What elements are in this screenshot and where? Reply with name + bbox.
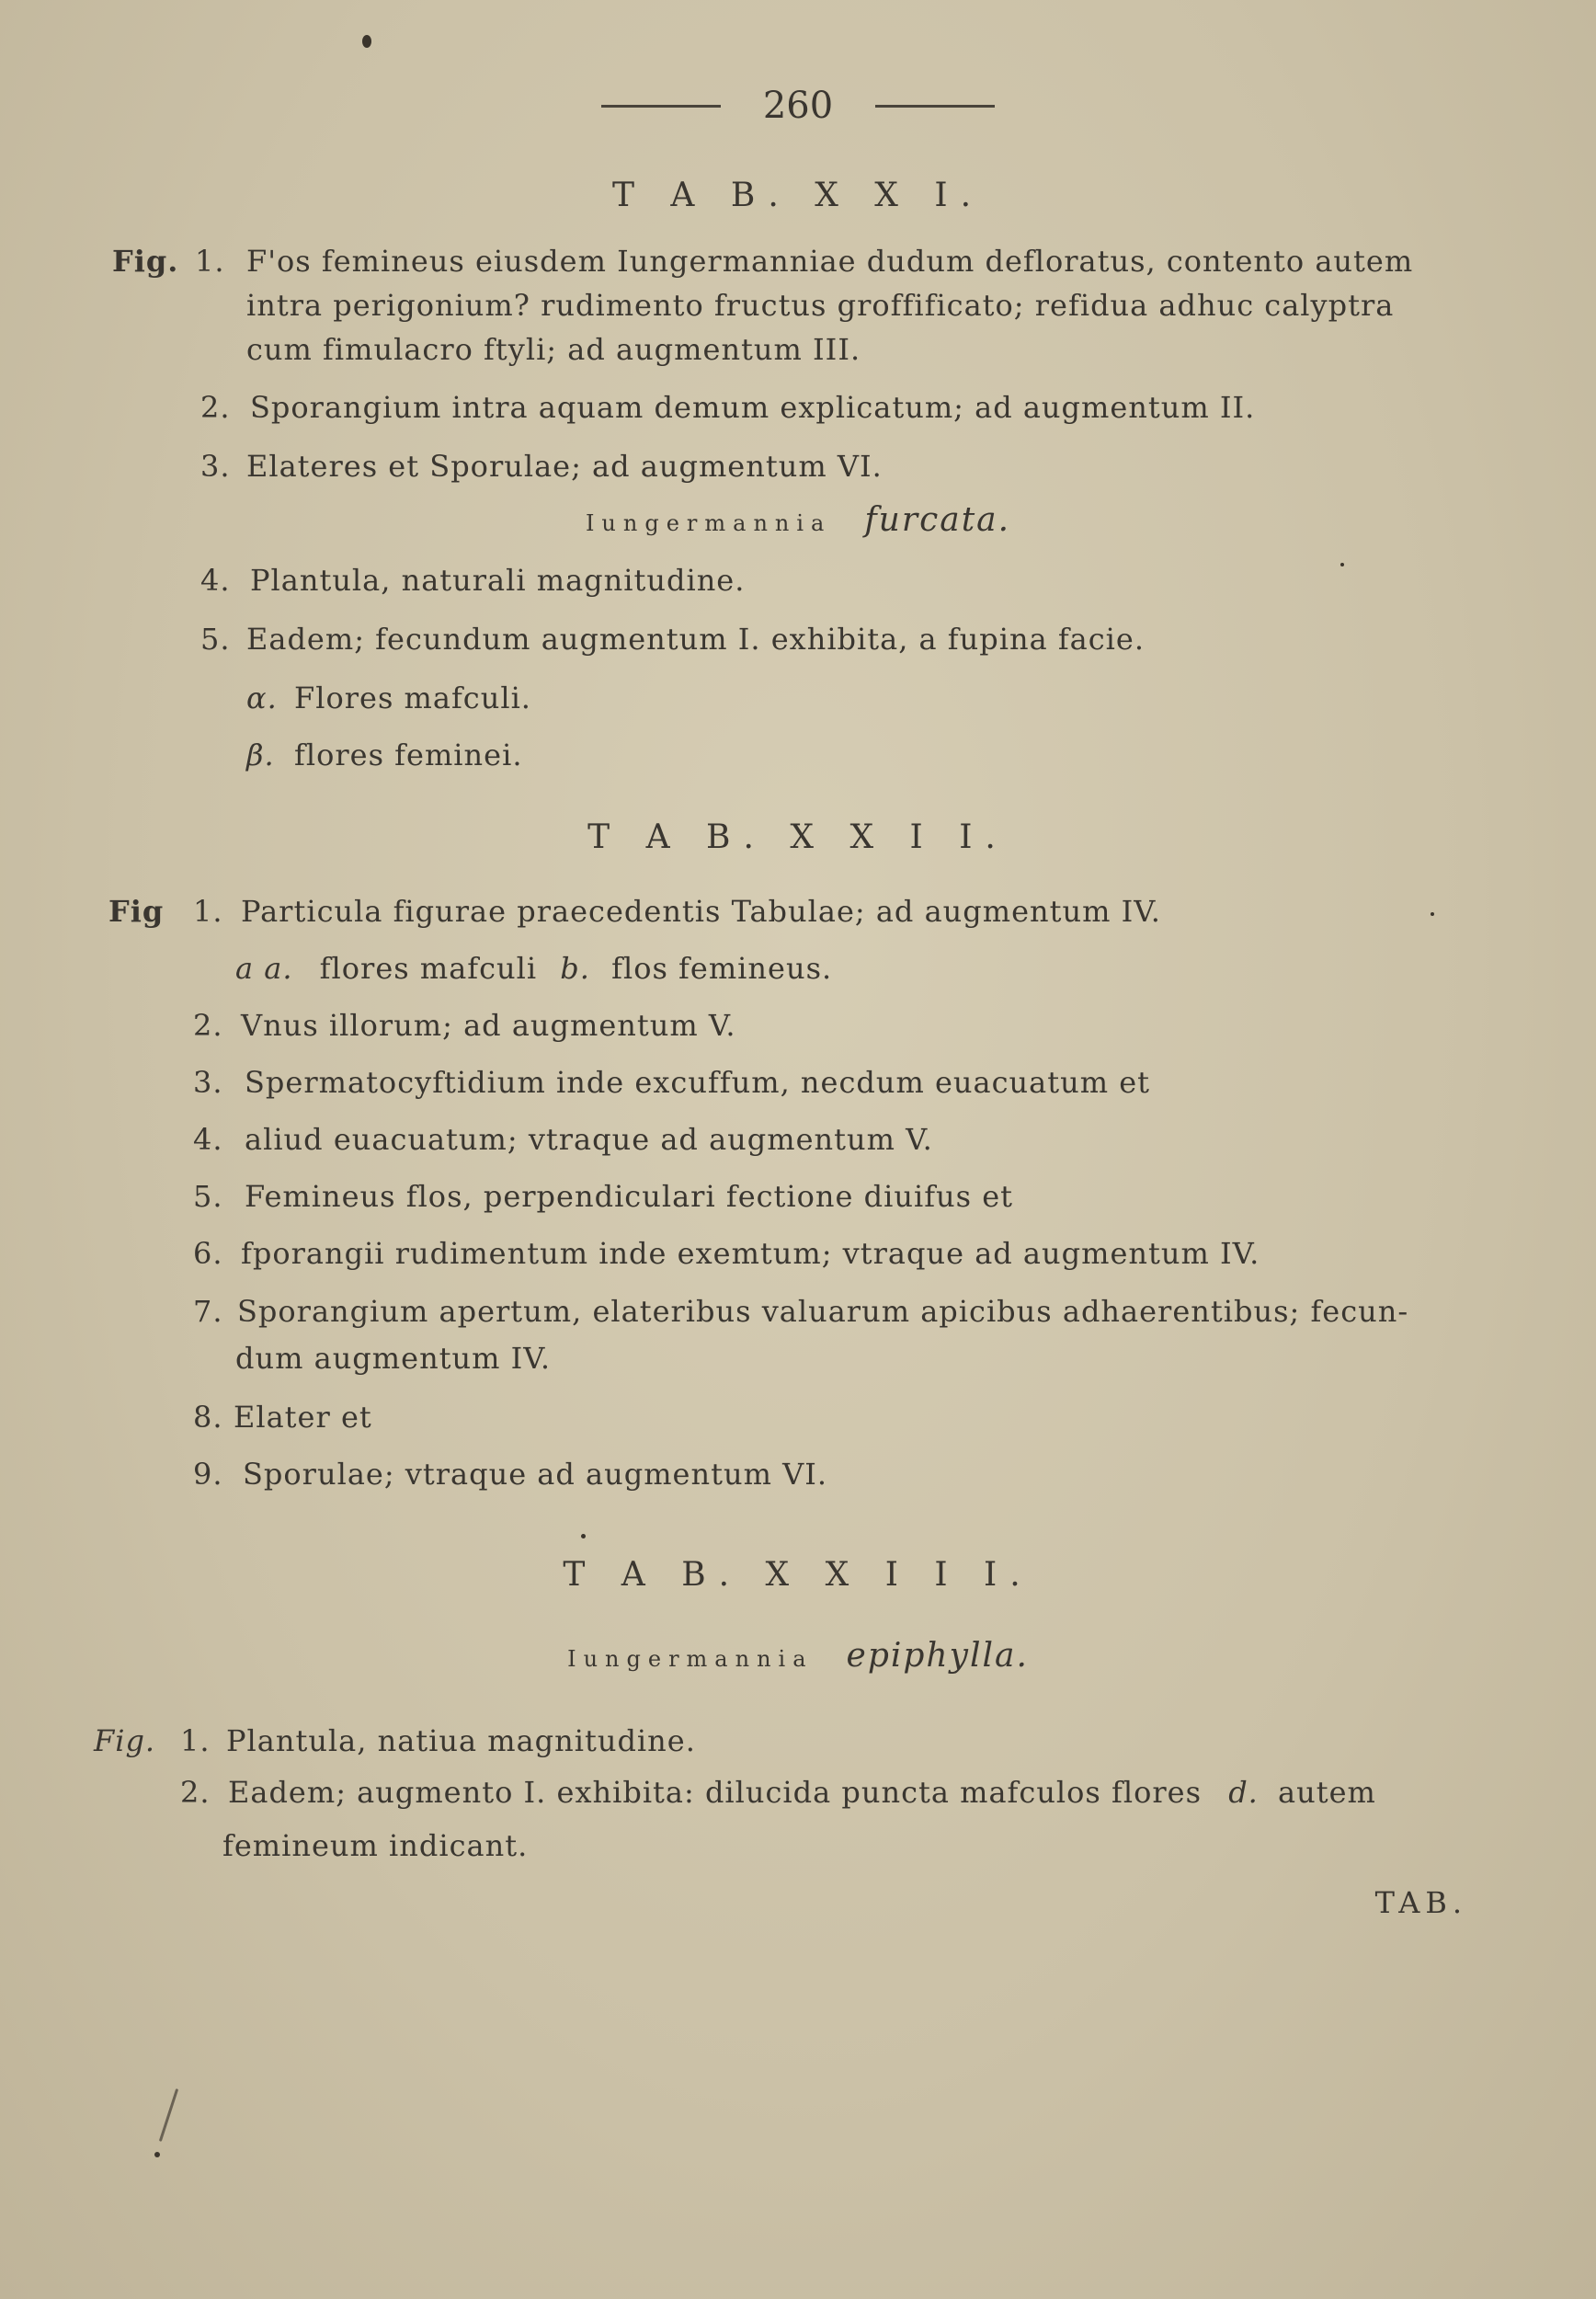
sub-item-mark: β.	[246, 738, 275, 772]
genus-name: Iungermannia	[567, 1646, 814, 1672]
item-number: 3.	[200, 449, 231, 484]
item-text: femineum indicant.	[222, 1828, 529, 1863]
tab-xxiii-title: T A B. X X I I I.	[563, 1556, 1033, 1594]
item-text: Vnus illorum; ad augmentum V.	[241, 1008, 736, 1043]
item-number: 4.	[200, 563, 231, 598]
item-text: Plantula, natiua magnitudine.	[226, 1723, 696, 1758]
item-mark: d.	[1228, 1775, 1259, 1810]
item-text: aliud euacuatum; vtraque ad augmentum V.	[245, 1122, 933, 1157]
tab-xxii-title: T A B. X X I I.	[587, 818, 1009, 856]
item-text: dum augmentum IV.	[235, 1341, 551, 1376]
item-text: Particula figurae praecedentis Tabulae; ad augmentum IV.	[241, 894, 1161, 929]
item-number: 7.	[193, 1294, 223, 1329]
item-text: F'os femineus eiusdem Iungermanniae dudum defloratus, contento autem	[246, 244, 1414, 279]
item-number: 2.	[193, 1008, 223, 1043]
sub-item-text: flores feminei.	[294, 738, 523, 772]
ink-speck	[581, 1534, 586, 1538]
item-text-part: Eadem; augmento I. exhibita: dilucida puncta mafculos flores	[228, 1775, 1203, 1810]
item-number: 6.	[193, 1236, 223, 1271]
catchword: TAB.	[1374, 1885, 1467, 1920]
item-number: 3.	[193, 1065, 223, 1100]
ink-speck	[1340, 563, 1344, 566]
fig-label: Fig.	[112, 244, 179, 279]
pencil-mark	[159, 2088, 178, 2142]
item-number: 5.	[200, 622, 231, 657]
fig-label: Fig	[108, 894, 165, 929]
item-number: 2.	[180, 1775, 211, 1810]
item-text-part: autem	[1278, 1775, 1376, 1810]
item-text: Eadem; fecundum augmentum I. exhibita, a fupina facie.	[246, 622, 1146, 657]
species-epithet: furcata.	[864, 501, 1011, 539]
species-epithet: epiphylla.	[846, 1637, 1029, 1675]
header-rule-left	[601, 105, 721, 108]
sub-item	[246, 681, 531, 715]
item-text: Plantula, naturali magnitudine.	[250, 563, 746, 598]
genus-name: Iungermannia	[585, 510, 832, 536]
item-number: 1.	[195, 244, 225, 279]
sub-item-mark: α.	[246, 681, 278, 715]
item-text: intra perigonium? rudimento fructus groffificato; refidua adhuc calyptra	[246, 288, 1395, 323]
sub-item-mark: b.	[560, 951, 590, 986]
item-text: cum fimulacro ftyli; ad augmentum III.	[246, 332, 861, 367]
item-number: 9.	[193, 1457, 223, 1492]
fig-label: Fig.	[94, 1723, 156, 1758]
item-text: Femineus flos, perpendiculari fectione diuifus et	[245, 1179, 1014, 1214]
page-header	[0, 85, 1596, 127]
item-text: fporangii rudimentum inde exemtum; vtraque ad augmentum IV.	[241, 1236, 1260, 1271]
species-heading	[0, 501, 1596, 539]
sub-item-text: flos femineus.	[611, 951, 833, 986]
item-number: 1.	[193, 894, 223, 929]
species-heading	[0, 1637, 1596, 1675]
item-text: Sporulae; vtraque ad augmentum VI.	[243, 1457, 827, 1492]
sub-item-mark: a a.	[235, 951, 293, 986]
item-text: Sporangium intra aquam demum explicatum; ad augmentum II.	[250, 390, 1256, 425]
item-text: Spermatocyftidium inde excuffum, necdum euacuatum et	[245, 1065, 1150, 1100]
sub-item	[246, 738, 522, 772]
item-number: 1.	[180, 1723, 211, 1758]
item-text: Sporangium apertum, elateribus valuarum apicibus adhaerentibus; fecun-	[237, 1294, 1409, 1329]
item-text: Elater et	[234, 1400, 372, 1435]
item-number: 5.	[193, 1179, 223, 1214]
sub-item-text: Flores mafculi.	[294, 681, 531, 715]
ink-speck	[154, 2152, 160, 2157]
ink-speck	[1431, 912, 1434, 916]
sub-item-text: flores mafculi	[319, 951, 538, 986]
ink-speck	[362, 35, 371, 48]
header-rule-right	[875, 105, 995, 108]
item-text	[228, 1775, 1376, 1810]
item-number: 8.	[193, 1400, 223, 1435]
item-number: 4.	[193, 1122, 223, 1157]
page-number: 260	[762, 85, 834, 127]
item-number: 2.	[200, 390, 231, 425]
tab-xxi-title: T A B. X X I.	[611, 177, 985, 214]
item-text: Elateres et Sporulae; ad augmentum VI.	[246, 449, 883, 484]
sub-item	[235, 951, 832, 986]
